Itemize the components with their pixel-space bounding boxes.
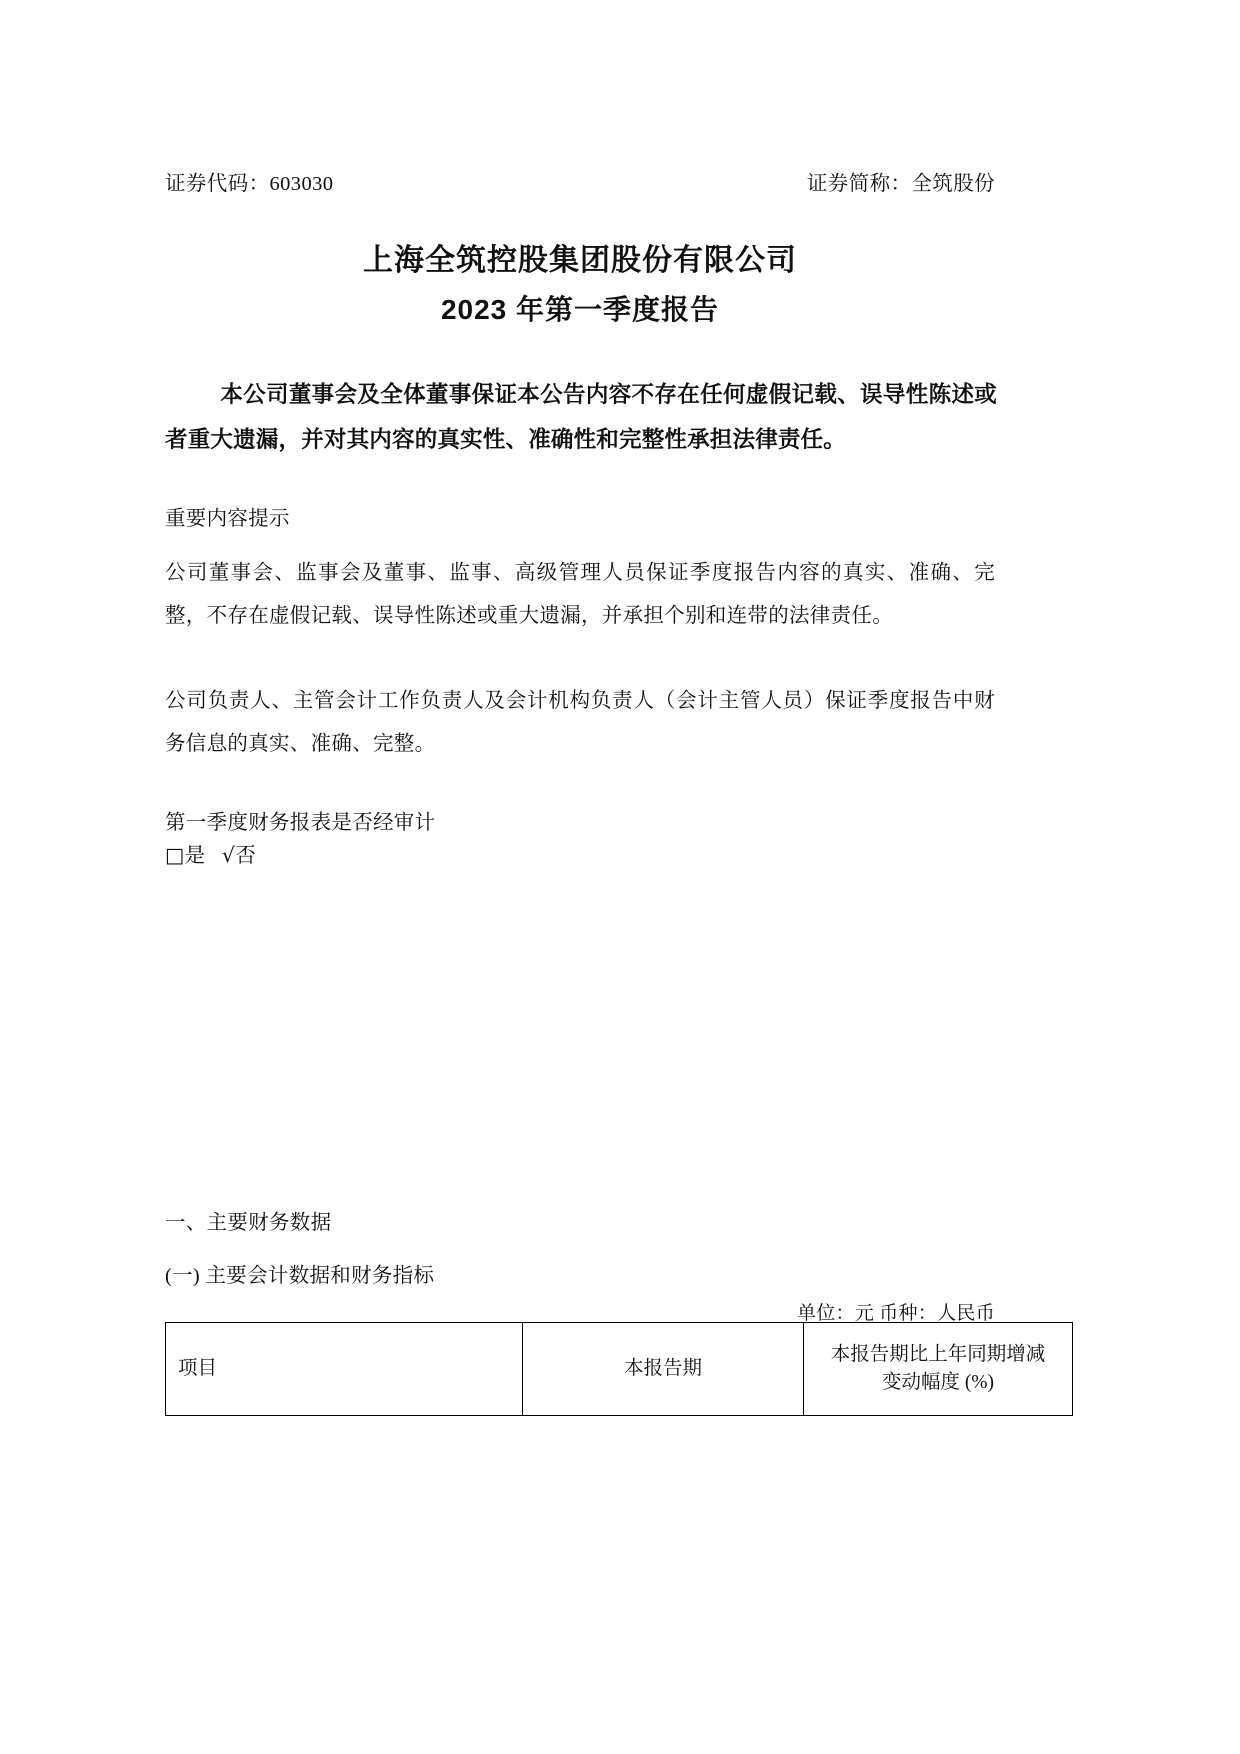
yoy-change-line-2: 变动幅度 (%): [881, 1372, 995, 1393]
audit-option-yes-checkbox[interactable]: □是: [165, 842, 206, 867]
important-notice-heading: 重要内容提示: [165, 508, 290, 530]
company-name-title: 上海全筑控股集团股份有限公司: [363, 244, 797, 277]
board-declaration: [165, 372, 997, 463]
declaration-line-1: 本公司董事会及全体董事保证本公告内容不存在任何虚假记载、误导性陈述或: [220, 382, 997, 407]
title-block: [165, 238, 995, 334]
notice-paragraph-2: 公司负责人、主管会计工作负责人及会计机构负责人（会计主管人员）保证季度报告中财务信息的真实、准确、完整。: [165, 690, 995, 756]
table-header-row: [166, 1323, 1073, 1416]
security-code: 证券代码：603030: [165, 173, 334, 195]
notice-paragraph-1: 公司董事会、监事会及董事、监事、高级管理人员保证季度报告内容的真实、准确、完整，不存在虚假记载、误导性陈述或重大遗漏，并承担个别和连带的法律责任。: [165, 562, 995, 628]
audit-options: [165, 840, 995, 873]
column-header-item: 项目: [166, 1323, 523, 1416]
security-short-name: 证券简称：全筑股份: [806, 173, 995, 195]
audit-option-no-checkbox[interactable]: √否: [221, 842, 257, 867]
column-header-current-period: 本报告期: [523, 1323, 804, 1416]
section-heading-main-financial-data: 一、主要财务数据: [165, 1212, 332, 1234]
yoy-change-line-1: 本报告期比上年同期增减: [830, 1343, 1046, 1365]
declaration-line-2: 者重大遗漏，并对其内容的真实性、准确性和完整性承担法律责任。: [165, 427, 847, 453]
audit-question-label: 第一季度财务报表是否经审计: [165, 812, 436, 834]
report-period-title: 2023 年第一季度报告: [440, 293, 720, 325]
subsection-heading-accounting-data: (一) 主要会计数据和财务指标: [165, 1265, 435, 1287]
document-header: [165, 166, 995, 196]
table-unit-note: 单位：元 币种：人民币: [796, 1303, 995, 1324]
column-header-yoy-change: [804, 1323, 1073, 1416]
audit-status-block: [165, 808, 995, 873]
main-financial-data-table: [165, 1322, 1073, 1416]
